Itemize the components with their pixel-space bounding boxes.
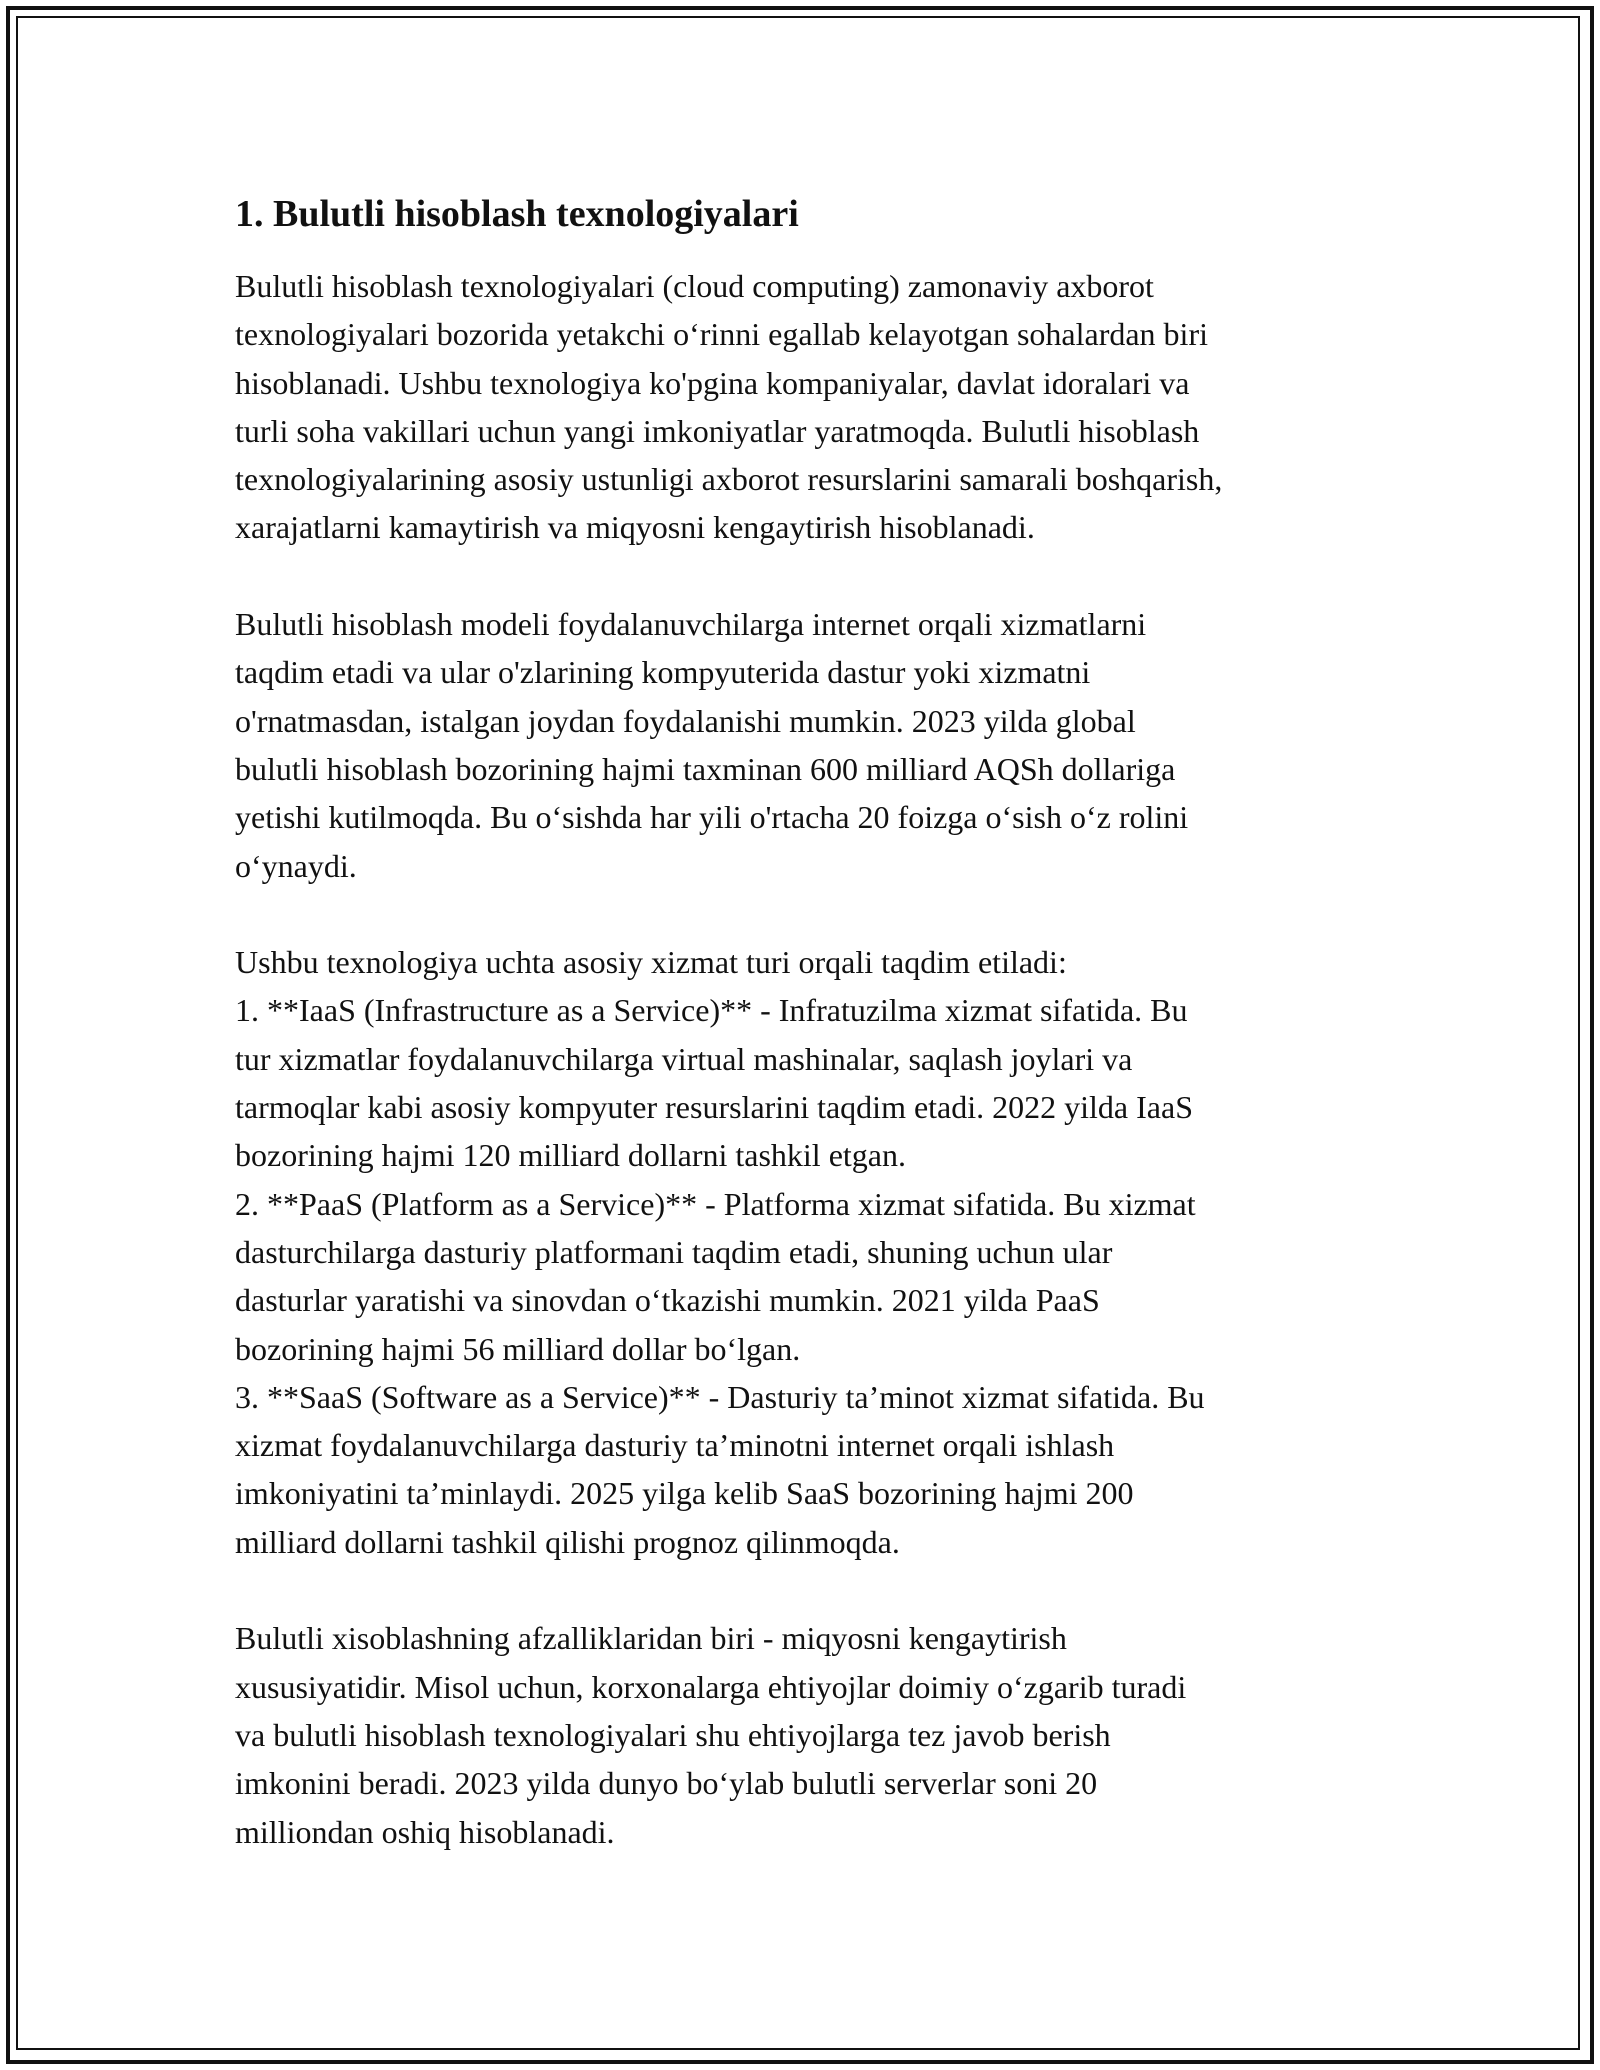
text-line: bozorining hajmi 56 milliard dollar bo‘lgan. <box>235 1330 801 1367</box>
text-line: taqdim etadi va ular o'zlarining kompyuterida dastur yoki xizmatni <box>235 654 1091 691</box>
text-line: imkonini beradi. 2023 yilda dunyo bo‘ylab bulutli serverlar soni 20 <box>235 1765 1098 1802</box>
text-line: milliondan oshiq hisoblanadi. <box>235 1813 615 1850</box>
text-line: dasturchilarga dasturiy platformani taqdim etadi, shuning uchun ular <box>235 1233 1113 1270</box>
text-line: 1. **IaaS (Infrastructure as a Service)** - Infratuzilma xizmat sifatida. Bu <box>235 992 1188 1029</box>
paragraph-1 <box>235 262 1385 552</box>
text-line: yetishi kutilmoqda. Bu o‘sishda har yili o'rtacha 20 foizga o‘sish o‘z rolini <box>235 799 1189 836</box>
text-line: hisoblanadi. Ushbu texnologiya ko'pgina kompaniyalar, davlat idoralari va <box>235 364 1190 401</box>
paragraph-3 <box>235 938 1385 1566</box>
text-line: xizmat foydalanuvchilarga dasturiy ta’minotni internet orqali ishlash <box>235 1427 1115 1464</box>
paragraph-4 <box>235 1614 1385 1855</box>
paragraph-2 <box>235 600 1385 890</box>
text-line: texnologiyalarining asosiy ustunligi axborot resurslarini samarali boshqarish, <box>235 461 1223 498</box>
text-line: texnologiyalari bozorida yetakchi o‘rinni egallab kelayotgan sohalardan biri <box>235 316 1208 353</box>
text-line: dasturlar yaratishi va sinovdan o‘tkazishi mumkin. 2021 yilda PaaS <box>235 1282 1100 1319</box>
text-line: tarmoqlar kabi asosiy kompyuter resurslarini taqdim etadi. 2022 yilda IaaS <box>235 1089 1193 1126</box>
text-line: bulutli hisoblash bozorining hajmi taxminan 600 milliard AQSh dollariga <box>235 750 1176 787</box>
text-line: bozorining hajmi 120 milliard dollarni tashkil etgan. <box>235 1137 906 1174</box>
paragraphs-container <box>235 262 1385 1856</box>
text-line: turli soha vakillari uchun yangi imkoniyatlar yaratmoqda. Bulutli hisoblash <box>235 412 1200 449</box>
text-line: o'rnatmasdan, istalgan joydan foydalanishi mumkin. 2023 yilda global <box>235 702 1136 739</box>
text-line: xarajatlarni kamaytirish va miqyosni kengaytirish hisoblanadi. <box>235 509 1035 546</box>
text-line: imkoniyatini ta’minlaydi. 2025 yilga kelib SaaS bozorining hajmi 200 <box>235 1475 1134 1512</box>
text-line: 3. **SaaS (Software as a Service)** - Dasturiy ta’minot xizmat sifatida. Bu <box>235 1378 1205 1415</box>
section-heading: 1. Bulutli hisoblash texnologiyalari <box>235 193 799 235</box>
text-line: Bulutli hisoblash texnologiyalari (cloud computing) zamonaviy axborot <box>235 268 1154 304</box>
text-line: xususiyatidir. Misol uchun, korxonalarga ehtiyojlar doimiy o‘zgarib turadi <box>235 1668 1187 1705</box>
text-line: Bulutli xisoblashning afzalliklaridan biri - miqyosni kengaytirish <box>235 1620 1067 1657</box>
text-line: Ushbu texnologiya uchta asosiy xizmat turi orqali taqdim etiladi: <box>235 944 1067 981</box>
text-line: 2. **PaaS (Platform as a Service)** - Platforma xizmat sifatida. Bu xizmat <box>235 1185 1196 1222</box>
text-line: tur xizmatlar foydalanuvchilarga virtual mashinalar, saqlash joylari va <box>235 1040 1133 1077</box>
text-line: milliard dollarni tashkil qilishi prognoz qilinmoqda. <box>235 1523 900 1560</box>
text-line: va bulutli hisoblash texnologiyalari shu ehtiyojlarga tez javob berish <box>235 1716 1111 1753</box>
text-line: Bulutli hisoblash modeli foydalanuvchilarga internet orqali xizmatlarni <box>235 606 1147 643</box>
text-line: o‘ynaydi. <box>235 847 357 884</box>
document-body <box>235 190 1385 1904</box>
